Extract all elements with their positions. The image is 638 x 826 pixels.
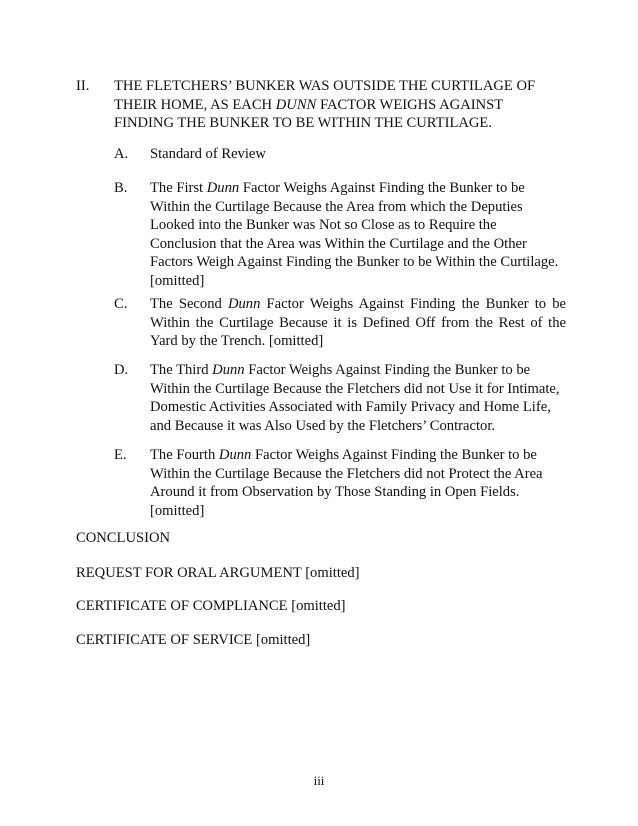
section-heading: THE FLETCHERS’ BUNKER WAS OUTSIDE THE CURTILAGE OF THEIR HOME, AS EACH DUNN FACTOR WEIGHS AGAINST FINDING THE BUNKER TO BE WITHIN THE CURTILAGE. <box>114 78 536 132</box>
subsection-e <box>114 446 574 520</box>
subsection-d <box>114 361 574 435</box>
subsection-text: The Second Dunn Factor Weighs Against Finding the Bunker to be Within the Curtilage Because it is Defined Off from the Rest of the Yard by the Trench. [omitted] <box>150 296 566 350</box>
subsection-text: The Fourth Dunn Factor Weighs Against Finding the Bunker to be Within the Curtilage Because the Fletchers did not Protect the Area Around it from Observation by Those Standing in Open Fields. [omitted] <box>150 447 543 519</box>
section-ii <box>76 77 576 133</box>
subsection-letter: D. <box>114 362 129 378</box>
subsection-a <box>114 145 574 164</box>
subsection-letter: C. <box>114 296 128 312</box>
subsection-letter: B. <box>114 180 128 196</box>
subsection-letter: E. <box>114 447 127 463</box>
section-numeral: II. <box>76 78 90 94</box>
certificate-service-entry: CERTIFICATE OF SERVICE [omitted] <box>76 632 311 648</box>
oral-argument-entry: REQUEST FOR ORAL ARGUMENT [omitted] <box>76 565 360 581</box>
subsection-text: Standard of Review <box>150 146 266 162</box>
page-number: iii <box>313 773 325 788</box>
subsection-letter: A. <box>114 146 129 162</box>
conclusion-entry: CONCLUSION <box>76 530 171 546</box>
subsection-b <box>114 179 574 291</box>
subsection-c <box>114 295 574 351</box>
subsection-text: The First Dunn Factor Weighs Against Finding the Bunker to be Within the Curtilage Because the Area from which the Deputies Looked into the Bunker was Not so Close as to Require the Conclusion that the Area was Within the Curtilage and the Other Factors Weigh Against Finding the Bunker to be Within the Curtilage. [omitted] <box>150 180 559 289</box>
subsection-text: The Third Dunn Factor Weighs Against Finding the Bunker to be Within the Curtilage Because the Fletchers did not Use it for Intimate, Domestic Activities Associated with Family Privacy and Home Life, and Because it was Also Used by the Fletchers’ Contractor. <box>150 362 560 434</box>
certificate-compliance-entry: CERTIFICATE OF COMPLIANCE [omitted] <box>76 598 346 614</box>
